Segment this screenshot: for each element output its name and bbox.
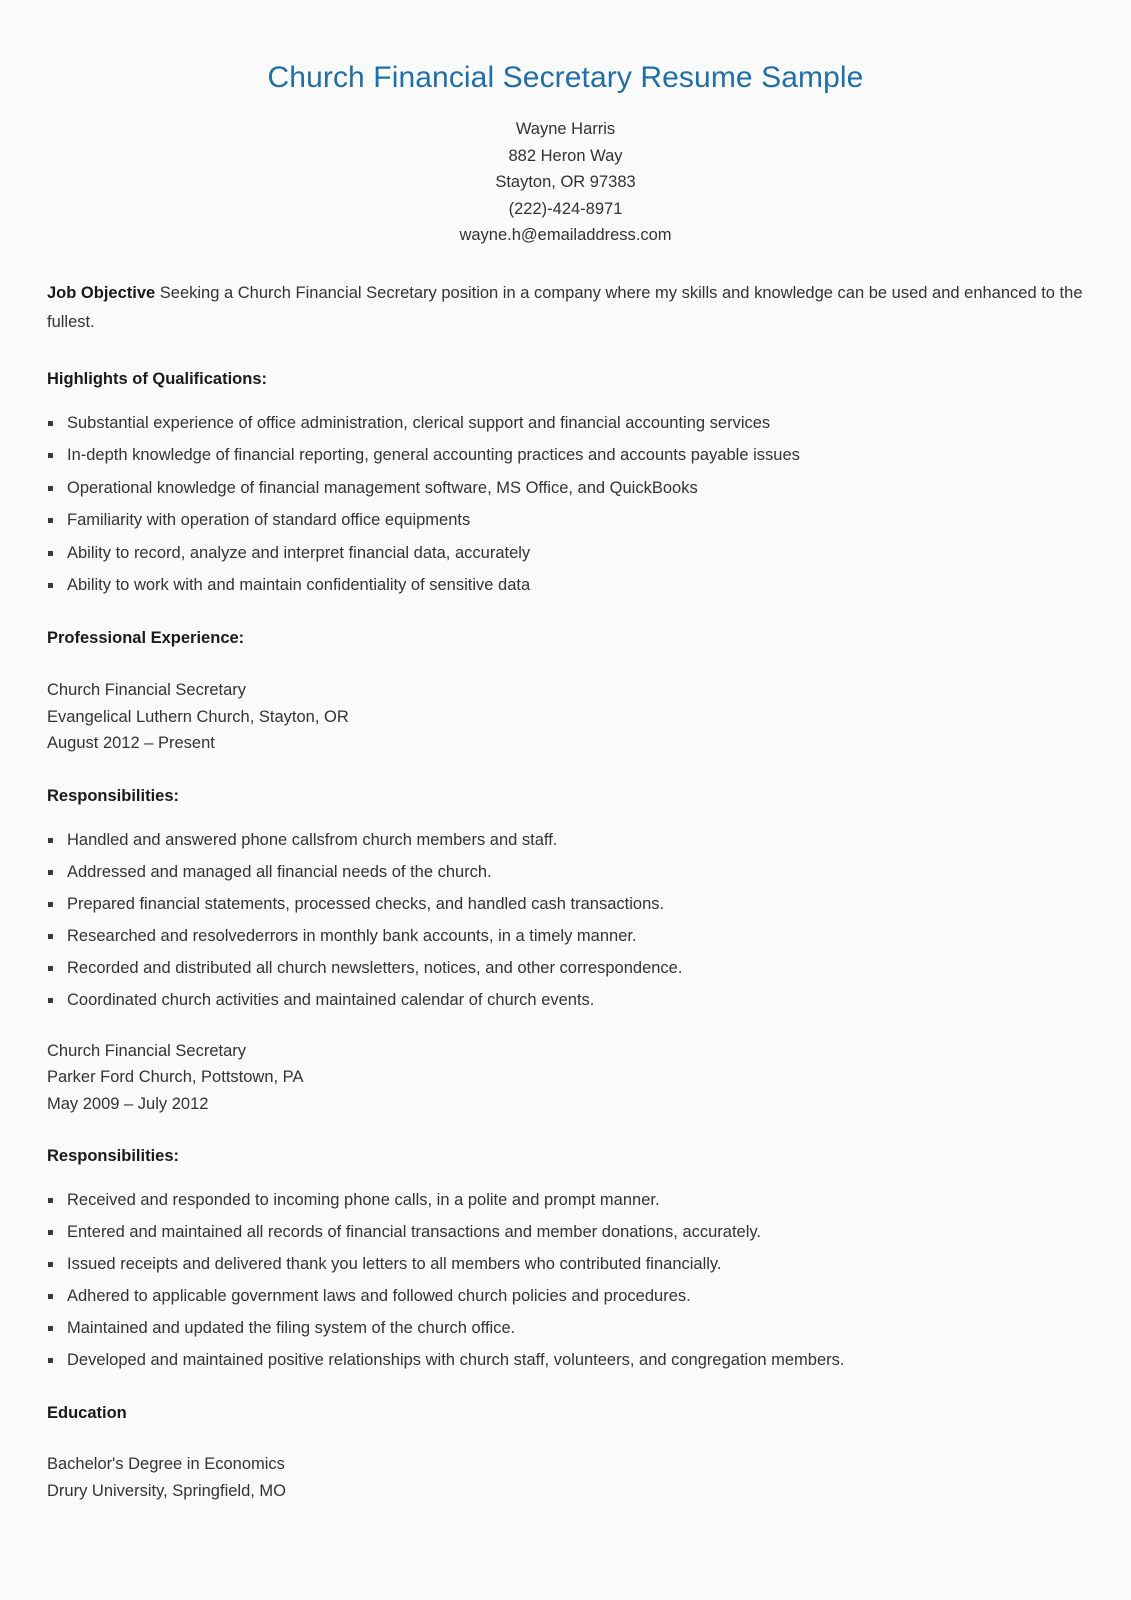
highlights-heading: Highlights of Qualifications:	[47, 369, 267, 388]
education-school: Drury University, Springfield, MO	[47, 1481, 287, 1500]
contact-phone: (222)-424-8971	[508, 199, 623, 218]
job-title: Church Financial Secretary	[47, 681, 246, 699]
list-item: Received and responded to incoming phone calls, in a polite and prompt manner.	[47, 1190, 1084, 1211]
contact-block	[47, 116, 1084, 249]
list-item: Entered and maintained all records of financial transactions and member donations, accurately.	[47, 1222, 1084, 1243]
list-item: Familiarity with operation of standard office equipments	[47, 510, 1084, 531]
list-item: Adhered to applicable government laws and followed church policies and procedures.	[47, 1286, 1084, 1307]
job-objective-paragraph	[47, 279, 1084, 337]
contact-street: 882 Heron Way	[508, 146, 623, 165]
job-employer: Parker Ford Church, Pottstown, PA	[47, 1068, 304, 1086]
list-item: Operational knowledge of financial management software, MS Office, and QuickBooks	[47, 478, 1084, 499]
job-objective-text: Seeking a Church Financial Secretary position in a company where my skills and knowledge can be used and enhanced to the fullest.	[47, 283, 1083, 331]
list-item: Coordinated church activities and maintained calendar of church events.	[47, 990, 1084, 1011]
responsibilities-list	[47, 1190, 1084, 1371]
job-title: Church Financial Secretary	[47, 1041, 246, 1060]
responsibilities-heading: Responsibilities:	[47, 786, 180, 805]
page-title: Church Financial Secretary Resume Sample	[267, 61, 864, 94]
education-degree: Bachelor's Degree in Economics	[47, 1455, 285, 1473]
contact-email: wayne.h@emailaddress.com	[459, 226, 672, 244]
education-block	[47, 1451, 1084, 1504]
list-item: Recorded and distributed all church newsletters, notices, and other correspondence.	[47, 958, 1084, 979]
list-item: Researched and resolvederrors in monthly bank accounts, in a timely manner.	[47, 926, 1084, 947]
list-item: Addressed and managed all financial needs of the church.	[47, 862, 1084, 883]
job-entry	[47, 677, 1084, 757]
experience-heading: Professional Experience:	[47, 629, 245, 647]
job-dates: May 2009 – July 2012	[47, 1094, 209, 1113]
list-item: In-depth knowledge of financial reporting, general accounting practices and accounts payable issues	[47, 445, 1084, 466]
contact-city-state-zip: Stayton, OR 97383	[495, 173, 636, 191]
contact-name: Wayne Harris	[515, 120, 616, 138]
list-item: Substantial experience of office administration, clerical support and financial accounting services	[47, 413, 1084, 434]
list-item: Ability to record, analyze and interpret financial data, accurately	[47, 543, 1084, 564]
responsibilities-list	[47, 830, 1084, 1011]
list-item: Developed and maintained positive relationships with church staff, volunteers, and congregation members.	[47, 1350, 1084, 1371]
job-objective-label: Job Objective	[47, 283, 156, 302]
list-item: Handled and answered phone callsfrom church members and staff.	[47, 830, 1084, 851]
list-item: Ability to work with and maintain confidentiality of sensitive data	[47, 575, 1084, 596]
job-entry	[47, 1038, 1084, 1118]
highlights-list	[47, 413, 1084, 597]
list-item: Issued receipts and delivered thank you letters to all members who contributed financially.	[47, 1254, 1084, 1275]
list-item: Prepared financial statements, processed checks, and handled cash transactions.	[47, 894, 1084, 915]
job-employer: Evangelical Luthern Church, Stayton, OR	[47, 707, 349, 726]
responsibilities-heading: Responsibilities:	[47, 1147, 180, 1165]
job-dates: August 2012 – Present	[47, 734, 215, 752]
list-item: Maintained and updated the filing system of the church office.	[47, 1318, 1084, 1339]
education-heading: Education	[47, 1404, 127, 1422]
